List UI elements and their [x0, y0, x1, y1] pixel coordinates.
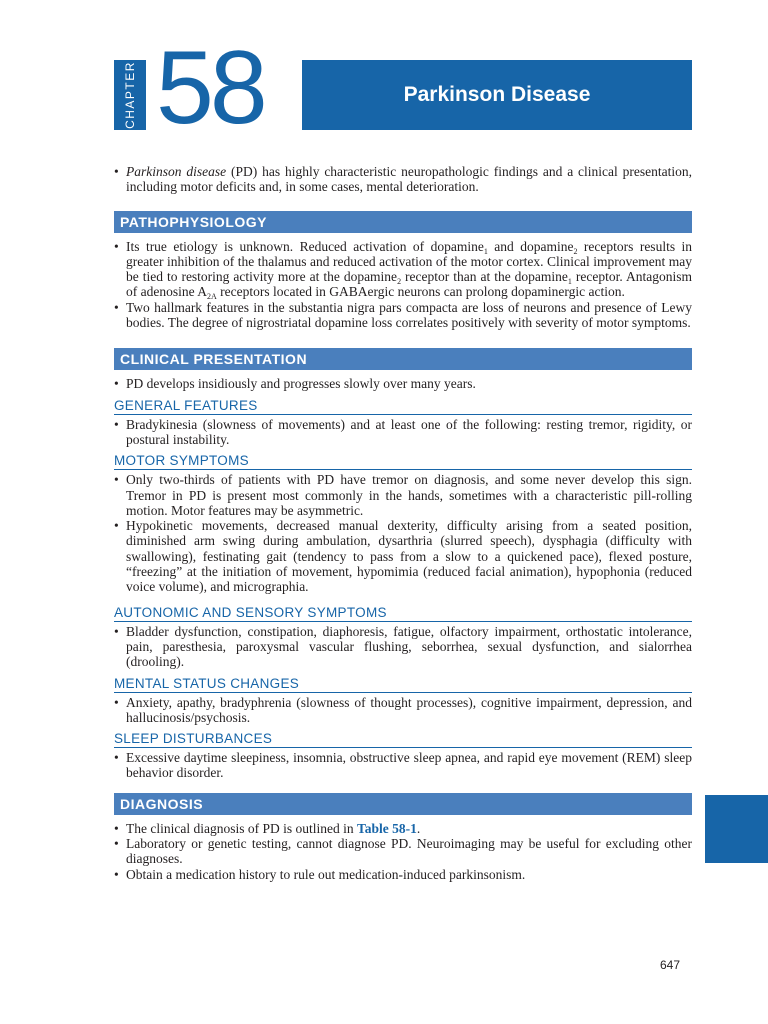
side-thumb-tab [705, 795, 768, 863]
intro-bullet [114, 164, 692, 195]
bullet-text: Laboratory or genetic testing, cannot diagnose PD. Neuroimaging may be useful for excluding other diagnoses. [126, 836, 692, 867]
section-heading-pathophysiology: PATHOPHYSIOLOGY [114, 211, 692, 233]
table-58-1-link[interactable]: Table 58-1 [356, 820, 417, 836]
bullet-dot: • [114, 518, 119, 534]
bullet-text: Obtain a medication history to rule out medication-induced parkinsonism. [126, 866, 526, 882]
autonomic-bullet [114, 624, 692, 670]
bullet-text: Excessive daytime sleepiness, insomnia, obstructive sleep apnea, and rapid eye movement (REM) sleep behavior disorder. [126, 750, 692, 781]
bullet-text: Bradykinesia (slowness of movements) and at least one of the following: resting tremor, rigidity, or postural instability. [126, 416, 692, 447]
bullet-dot: • [114, 299, 119, 315]
chapter-label: CHAPTER [123, 61, 137, 129]
motor-bullet-1 [114, 472, 692, 518]
subheading-autonomic-sensory: AUTONOMIC AND SENSORY SYMPTOMS [114, 604, 692, 622]
intro-term: Parkinson disease [126, 164, 227, 179]
text-run: receptor than at the dopamine [401, 269, 568, 285]
subscript: 1 [567, 277, 572, 287]
text-run: receptors located in GABAergic neurons can prolong dopaminergic action. [216, 284, 625, 300]
page-content [114, 164, 692, 882]
bullet-dot: • [114, 694, 119, 710]
subscript: 2A [206, 292, 217, 302]
bullet-text: Bladder dysfunction, constipation, diaphoresis, fatigue, olfactory impairment, orthostatic intolerance, pain, paresthesia, paroxysmal vascular flushing, seborrhea, sexual dysfunction, and sialorrhea (drooling). [126, 623, 692, 670]
bullet-dot: • [114, 623, 119, 639]
bullet-dot: • [114, 472, 119, 488]
chapter-title-bar [302, 60, 692, 130]
bullet-text: Two hallmark features in the substantia nigra pars compacta are loss of neurons and presence of Lewy bodies. The degree of nigrostriatal dopamine loss correlates positively with severity of motor symptoms. [126, 299, 692, 331]
section-heading-diagnosis: DIAGNOSIS [114, 793, 692, 815]
bullet-text: Anxiety, apathy, bradyphrenia (slowness of thought processes), cognitive impairment, depression, and hallucinosis/psychosis. [126, 694, 692, 725]
bullet-text: PD develops insidiously and progresses slowly over many years. [126, 376, 476, 392]
text-run: receptor. Antagonism of adenosine A [126, 269, 692, 300]
subheading-general-features: GENERAL FEATURES [114, 397, 692, 415]
text-run: Its true etiology is unknown. Reduced activation of dopamine [126, 238, 484, 254]
subscript: 2 [397, 277, 402, 287]
diagnosis-bullet-1 [114, 821, 692, 836]
chapter-number: 58 [156, 30, 264, 146]
diagnosis-bullet-3 [114, 867, 692, 882]
diagnosis-bullet-2 [114, 836, 692, 867]
subheading-motor-symptoms: MOTOR SYMPTOMS [114, 452, 692, 470]
bullet-dot: • [114, 820, 119, 836]
intro-text: (PD) has highly characteristic neuropathologic findings and a clinical presentation, including motor deficits and, in some cases, mental deterioration. [126, 164, 692, 195]
bullet-dot: • [114, 376, 119, 392]
bullet-dot: • [114, 836, 119, 852]
chapter-title: Parkinson Disease [403, 83, 591, 106]
text-run: The clinical diagnosis of PD is outlined in [126, 820, 357, 836]
bullet-dot: • [114, 164, 119, 179]
subscript: 2 [573, 246, 578, 256]
pathophysiology-bullet-1 [114, 239, 692, 300]
bullet-text: Only two-thirds of patients with PD have tremor on diagnosis, and some never develop this sign. Tremor in PD is present most commonly in the hands, sometimes with a characteristic pill-rolling motion. Motor features may be asymmetric. [126, 472, 692, 518]
text-run: . [416, 820, 421, 836]
section-heading-clinical-presentation: CLINICAL PRESENTATION [114, 348, 692, 370]
general-features-bullet [114, 417, 692, 448]
text-run: and dopamine [487, 238, 574, 254]
motor-bullet-2 [114, 518, 692, 594]
subheading-mental-status: MENTAL STATUS CHANGES [114, 675, 692, 693]
page-number: 647 [660, 958, 681, 972]
text-run: receptors results in greater inhibition of the thalamus and reduced activation of the motor cortex. Clinical improvement may be tied to restoring activity more at the dopamine [126, 238, 693, 285]
bullet-dot: • [114, 750, 119, 766]
bullet-text: Hypokinetic movements, decreased manual dexterity, difficulty arising from a seated position, diminished arm swing during ambulation, dysarthria (slurred speech), dysphagia (difficulty with swallowing), festinating gait (tendency to pass from a slow to a quickened pace), flexed posture, “freezing” at the initiation of movement, hypomimia (reduced facial animation), hypophonia (reduced voice volume), and micrographia. [126, 518, 692, 595]
bullet-dot: • [114, 866, 119, 882]
mental-status-bullet [114, 695, 692, 726]
pathophysiology-bullet-2 [114, 300, 692, 331]
subheading-sleep-disturbances: SLEEP DISTURBANCES [114, 730, 692, 748]
subscript: 1 [483, 246, 488, 256]
chapter-tab [114, 60, 146, 130]
clinical-intro-bullet [114, 376, 692, 391]
bullet-dot: • [114, 416, 119, 432]
bullet-dot: • [114, 238, 119, 254]
sleep-bullet [114, 750, 692, 781]
